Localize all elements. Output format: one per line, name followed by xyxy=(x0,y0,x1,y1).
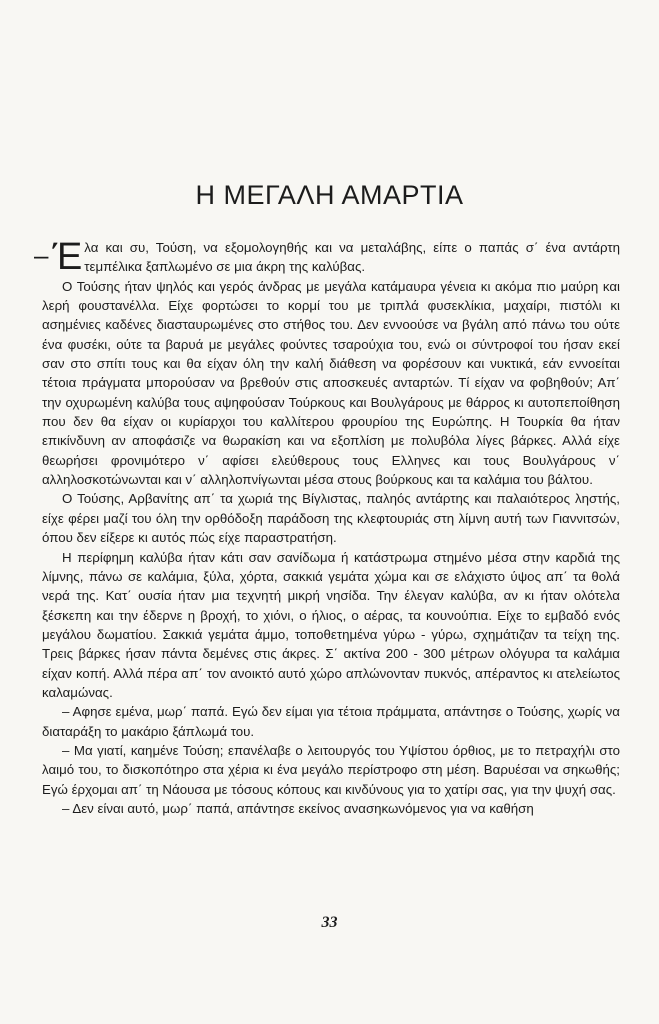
body-text xyxy=(34,236,620,818)
chapter-title: Η ΜΕΓΑΛΗ ΑΜΑΡΤΙΑ xyxy=(195,180,464,210)
paragraph-4: Η περίφημη καλύβα ήταν κάτι σαν σανίδωμα ή κατάστρωμα στημένο μέσα στην καρδιά της λίμνης, πάνω σε καλάμια, ξύλα, χόρτα, σακκιά γεμάτα χώμα και σε ελάχιστο ύψος απ΄ τα θολά νερά της. Κατ΄ ουσία ήταν μια τεχνητή μικρή νησίδα. Την έλεγαν καλύβα, αν κι ήταν ολότελα ξέσκεπη και την έδερνε η βροχή, το χιόνι, ο ήλιος, ο αέρας, τα κουνούπια. Είχε το εμβαδό ενός μεγάλου δωματίου. Σακκιά γεμάτα άμμο, τοποθετημένα γύρω - γύρω, σχημάτιζαν τα τείχη της. Τρεις βάρκες ήσαν πάντα δεμένες στις άκρες. Σ΄ ακτίνα 200 - 300 μέτρων ολόγυρα τα καλάμια είχαν κοπή. Αλλά πέρα απ΄ τον ανοικτό αυτό χώρο απλώνονταν πυκνός, απέραντος κι ατελείωτος καλαμώνας. xyxy=(42,549,620,700)
drop-cap-letter: Έ xyxy=(52,236,83,278)
paragraph-6: – Μα γιατί, καημένε Τούση; επανέλαβε ο λειτουργός του Υψίστου όρθιος, με το πετραχήλι στο λαιμό του, το δισκοπότηρο στα χέρια κι ένα μεγάλο περίστροφο στη μέση. Βαρυέσαι να σηκωθής; Εγώ έρχομαι απ΄ τη Νάουσα με τόσους κόπους και κινδύνους για το χατίρι σας, για την ψυχή σας. xyxy=(42,742,620,797)
paragraph-1-text: λα και συ, Τούση, να εξομολογηθής και να μεταλάβης, είπε ο παπάς σ΄ ένα αντάρτη τεμπέλικα ξαπλωμένο σε μια άκρη της καλύβας. xyxy=(84,240,620,275)
paragraph-2: Ο Τούσης ήταν ψηλός και γερός άνδρας με μεγάλα κατάμαυρα γένεια κι ακόμα πιο μαύρη και λερή φουστανέλλα. Είχε φορτώσει το κορμί του με τριπλά φυσεκλίκια, μαχαίρι, πιστόλι κι ασημένιες καδένες διασταυρωμένες στο στήθος του. Δεν εννοούσε να βγάλη από πάνω του ούτε ένα φυσέκι, ούτε τα βαρυά με μεγάλες φούντες τσαρούχια του, ενώ οι σύντροφοί του ήσαν εκεί σαν στο σπίτι τους και θα είχαν όλη την καλή διάθεση να φορέσουν και νυκτικά, εάν εννοείται τέτοια πράγματα μπορούσαν να βρεθούν στις αποσκευές ανταρτών. Τί είχαν να φοβηθούν; Απ΄ την οχυρωμένη καλύβα τους αψηφούσαν Τούρκους και Βουλγάρους με θάρρος κι αυτοπεποίθηση που δεν θα είχαν οι κυρίαρχοι του καλλίτερου φρουρίου της Ευρώπης. Η Τουρκία θα ήταν επικίνδυνη αν αποφάσιζε να θωρακίση και να εξοπλίση με πολυβόλα λίγες βάρκες. Αλλά είχε θεωρήσει φρονιμότερο ν΄ αφίσει ελεύθερους τους Ελληνες και τους Βουλγάρους ν΄ αλληλοσκοτώνωνται και ν΄ αλληλοπνίγωνται μέσα στους βούρκους και τα καλάμια του βάλτου. xyxy=(42,278,620,488)
dialogue-dash: – xyxy=(34,240,49,270)
page-number: 33 xyxy=(321,914,338,931)
paragraph-3: Ο Τούσης, Αρβανίτης απ΄ τα χωριά της Βίγλιστας, παληός αντάρτης και παλαιότερος ληστής, είχε φέρει μαζί του όλη την ορθόδοξη παράδοση της κλεφτουριάς στη λίμνη αυτή των Γιαννιτσών, όπου δεν είξερε κι αυτός πώς είχε παραστρατήση. xyxy=(42,491,620,546)
paragraph-7: – Δεν είναι αυτό, μωρ΄ παπά, απάντησε εκείνος ανασηκωνόμενος για να καθήση xyxy=(62,800,534,816)
paragraph-1 xyxy=(34,236,620,278)
paragraph-5: – Αφησε εμένα, μωρ΄ παπά. Εγώ δεν είμαι για τέτοια πράμματα, απάντησε ο Τούσης, χωρίς να διαταράξη το μακάριο ξάπλωμά του. xyxy=(42,704,620,739)
